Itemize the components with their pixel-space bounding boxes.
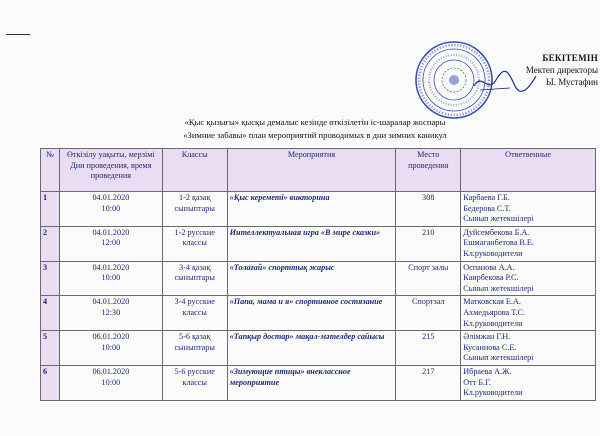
row-date: 04.01.2020 [92,297,130,307]
row-responsible [461,261,596,296]
row-event: «Папа, мама и я» спортивное состязание [227,296,396,331]
row-datetime [59,365,162,400]
row-place: Спортзал [396,296,461,331]
responsible-group: Кл.руководители [463,248,523,258]
row-datetime [59,296,162,331]
row-event: «Қыс кереметі» викторина [227,192,396,227]
row-place: Спорт залы [396,261,461,296]
header-place: Место проведения [396,149,461,192]
row-place: 210 [396,226,461,261]
responsible-group: Сынып жетекшілері [463,214,534,224]
row-date: 04.01.2020 [92,193,130,202]
row-event: «Толағай» спорттық жарыс [227,261,396,296]
row-responsible [461,331,596,366]
row-datetime [59,331,162,366]
row-place: 308 [396,192,461,227]
responsible-group: Кл.руководители [463,388,523,398]
row-responsible [461,226,596,261]
scan-margin-line [6,34,30,35]
table-row [41,261,596,296]
row-number: 6 [41,365,60,400]
row-class: 3-4 қазақ сыныптары [162,261,227,296]
row-number: 1 [41,192,60,227]
row-datetime [59,226,162,261]
responsible-person: Отт Б.Г. [463,377,491,387]
row-class: 3-4 русские классы [162,296,227,331]
responsible-person: Карбаева Г.Б. [463,193,510,202]
row-time: 12:00 [101,238,121,248]
row-responsible [461,192,596,227]
row-event: «Тапқыр достар» мақал-мәтелдер сайысы [227,331,396,366]
responsible-person: Оспанова А.А. [463,262,515,272]
responsible-person: Бедерова С.Т. [463,203,511,213]
director-signature [470,66,540,96]
responsible-person: Әлімжан Г.Н. [463,332,511,342]
row-time: 12:30 [101,307,121,317]
row-place: 217 [396,365,461,400]
row-time: 10:00 [101,203,121,213]
row-class: 1-2 русские классы [162,226,227,261]
title-russian: «Зимние забавы» план мероприятий проводимых в дни зимних каникул [183,130,447,140]
document-titles [150,116,480,142]
row-number: 2 [41,226,60,261]
row-date: 04.01.2020 [92,227,130,237]
responsible-person: Кусаинова С.Е. [463,342,517,352]
table-row [41,296,596,331]
responsible-person: Каирбекова Р.С. [463,273,519,283]
approval-position: Мектеп директоры [525,65,598,75]
row-class: 5-6 қазақ сыныптары [162,331,227,366]
table-row [41,192,596,227]
row-event: «Зимующие птицы» внеклассное мероприятие [227,365,396,400]
approval-heading: БЕКІТЕМІН [542,53,598,63]
header-date: Өткізілу уақыты, мерзімі Дни проведения, время проведения [59,149,162,192]
row-number: 5 [41,331,60,366]
row-responsible [461,296,596,331]
row-time: 10:00 [101,273,121,283]
table-row [41,365,596,400]
row-responsible [461,365,596,400]
responsible-person: Ешмағанбетова В.Е. [463,238,534,248]
table-header-row [41,149,596,192]
approval-director-name: Ы. Мустафин [545,77,598,87]
header-responsible: Ответвенные [461,149,596,192]
responsible-person: Дуйсембекова Б.А. [463,227,530,237]
title-kazakh: «Қыс қызығы» қысқы демалыс кезінде өткізілетін іс-шаралар жоспары [184,117,446,127]
row-datetime [59,192,162,227]
row-date: 06.01.2020 [92,366,130,376]
row-time: 10:00 [101,377,121,387]
header-event: Мероприятия [227,149,396,192]
row-event: Интеллектуальная игра «В мире сказки» [227,226,396,261]
responsible-group: Сынып жетекшілері [463,353,534,363]
events-table [40,148,596,401]
responsible-group: Сынып жетекшілері [463,283,534,293]
header-class: Классы [162,149,227,192]
row-datetime [59,261,162,296]
table-row [41,226,596,261]
row-number: 3 [41,261,60,296]
row-number: 4 [41,296,60,331]
responsible-person: Матковская Е.А. [463,297,521,307]
row-date: 04.01.2020 [92,262,130,272]
row-time: 10:00 [101,342,121,352]
header-no: № [41,149,60,192]
row-class: 5-6 русские классы [162,365,227,400]
row-place: 215 [396,331,461,366]
row-class: 1-2 қазақ сыныптары [162,192,227,227]
responsible-person: Ахмедьярова Т.С. [463,307,525,317]
table-row [41,331,596,366]
responsible-person: Ибраева А.Ж. [463,366,512,376]
row-date: 06.01.2020 [92,332,130,342]
responsible-group: Кл.руководители [463,318,523,328]
